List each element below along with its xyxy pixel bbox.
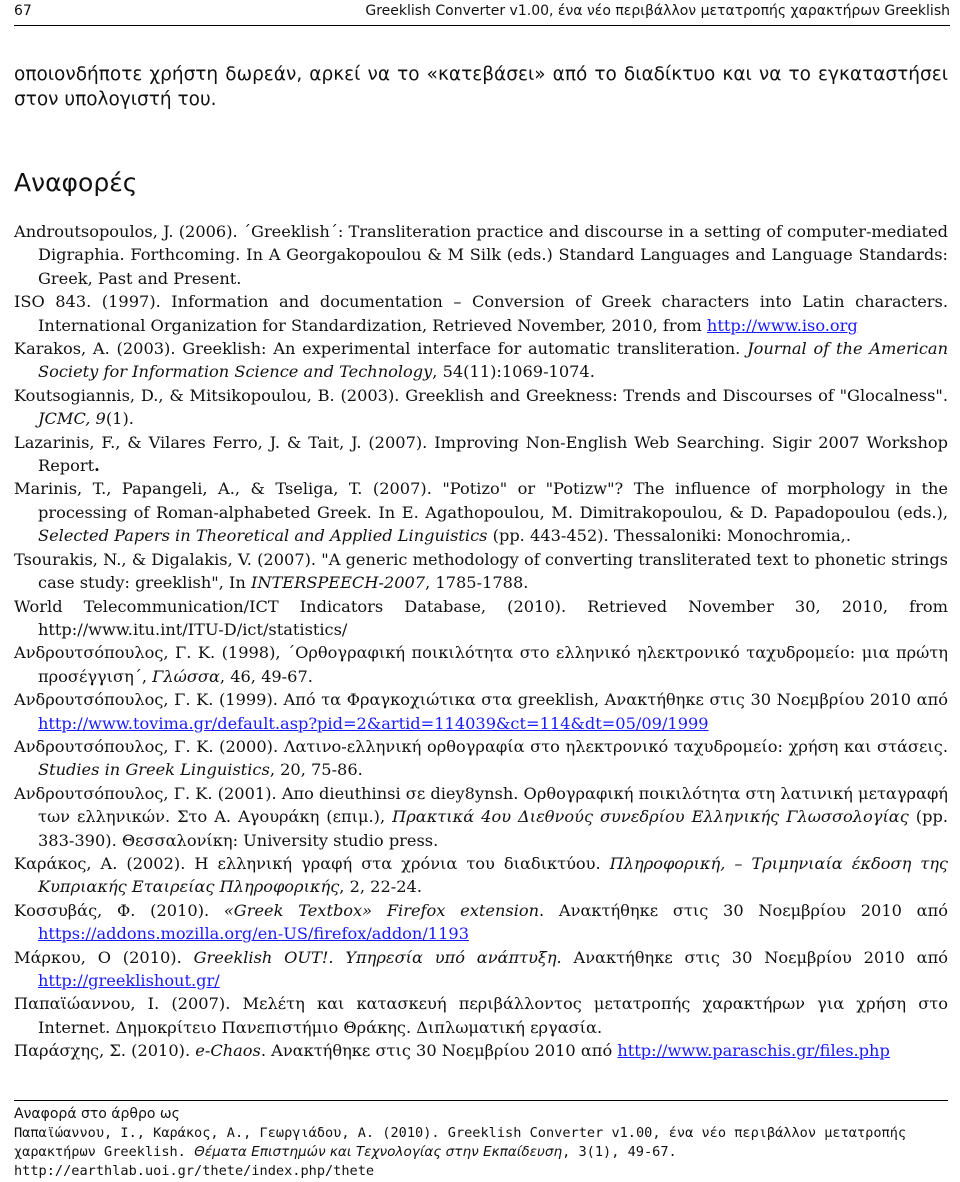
ref-text: Ανδρουτσόπουλος, Γ. Κ. (2001). Απο dieuthinsi σε diey8ynsh. Ορθογραφική ποικιλότητα στη λατινική μεταγραφή των ελληνικών. Στο Α. Αγουράκη (επιμ.), (14, 783, 948, 827)
citation-journal: Θέματα Επιστημών και Τεχνολογίας στην Εκπαίδευση (194, 1144, 563, 1160)
ref-text: Lazarinis, F., & Vilares Ferro, J. & Tait, J. (2007). Improving Non-English Web Searching. Sigir 2007 Workshop Report (14, 432, 948, 476)
ref-text: Ανδρουτσόπουλος, Γ. Κ. (2000). Λατινο-ελληνική ορθογραφία στο ηλεκτρονικό ταχυδρομείο: χρήση και στάσεις. (14, 736, 948, 756)
reference-item (14, 782, 948, 852)
reference-item (14, 290, 948, 337)
citation-line (14, 1143, 948, 1162)
citation-text: , 3(1), 49-67. (562, 1144, 677, 1160)
ref-text: Παπαϊώαννου, Ι. (2007). Μελέτη και κατασκευή περιβάλλοντος μετατροπής χαρακτήρων για χρήση στο Internet. Δημοκρίτειο Πανεπιστήμιο Θράκης. Διπλωματική εργασία. (14, 994, 948, 1037)
ref-link[interactable]: http://greeklishout.gr/ (38, 971, 220, 990)
ref-text: , 46, 49-67. (219, 666, 313, 686)
citation-url: http://earthlab.uoi.gr/thete/index.php/thete (14, 1163, 375, 1179)
reference-item (14, 337, 948, 384)
ref-journal: Journal of the American Society for Information Science and Technology (38, 339, 949, 382)
ref-text: Androutsopoulos, J. (2006). (14, 222, 243, 241)
citation-box (14, 1100, 948, 1180)
ref-journal: INTERSPEECH-2007 (250, 573, 426, 593)
ref-text: , 1785-1788. (425, 573, 529, 593)
section-heading-references: Αναφορές (14, 168, 138, 197)
ref-text: (pp. 383-390). Θεσσαλονίκη: University studio press. (38, 807, 948, 850)
ref-text: Κοσσυβάς, Φ. (2010). (14, 900, 224, 920)
reference-item (14, 899, 948, 946)
reference-item (14, 992, 948, 1039)
ref-text: Παράσχης, Σ. (2010). (14, 1041, 196, 1061)
reference-item (14, 477, 948, 547)
ref-journal: «Greek Textbox» Firefox extension (223, 900, 540, 920)
ref-text: ISO 843. (1997). Information and documentation – Conversion of Greek characters into Latin characters. International Organization for Standardization, Retrieved November, 2010, from (14, 292, 948, 335)
ref-text: . Ανακτήθηκε στις 30 Νοεμβρίου 2010 από (556, 947, 948, 967)
reference-item (14, 1039, 948, 1062)
ref-journal: Studies in Greek Linguistics (38, 760, 270, 780)
citation-rule (14, 1100, 948, 1101)
ref-text: Μάρκου, Ο (2010). (14, 947, 194, 967)
reference-item (14, 946, 948, 993)
ref-text: (pp. 443-452). Thessaloniki: Monochromia,. (487, 526, 851, 546)
ref-journal: Πληροφορική, – Τριμηνιαία έκδοση της Κυπριακής Εταιρείας Πληροφορικής (38, 853, 948, 897)
ref-link[interactable]: https://addons.mozilla.org/en-US/firefox/addon/1193 (38, 924, 470, 944)
ref-text: Ανδρουτσόπουλος, Γ. Κ. (1999). Από τα Φραγκοχιώτικα στα greeklish, Ανακτήθηκε στις 30 Νοεμβρίου 2010 από (14, 690, 948, 710)
ref-text: Καράκος, Α. (2002). Η ελληνική γραφή στα χρόνια του διαδικτύου. (14, 853, 610, 873)
header-rule (14, 25, 950, 26)
ref-journal: JCMC, 9 (38, 409, 106, 429)
ref-text: World Telecommunication/ICT Indicators Database, (2010). Retrieved November 30, 2010, from http://www.itu.int/ITU-D/ict/statistics/ (14, 596, 948, 639)
reference-item (14, 431, 948, 478)
ref-text: , 20, 75-86. (269, 760, 363, 780)
ref-text: Ανδρουτσόπουλος, Γ. Κ. (1998), ΄Ορθογραφική ποικιλότητα στο ελληνικό ηλεκτρονικό ταχυδρομείο: μια πρώτη προσέγγιση΄, (14, 643, 948, 686)
ref-link[interactable]: http://www.paraschis.gr/files.php (617, 1041, 890, 1061)
ref-link[interactable]: http://www.tovima.gr/default.asp?pid=2&artid=114039&ct=114&dt=05/09/1999 (38, 713, 709, 733)
reference-item (14, 735, 948, 782)
ref-text: , 2, 22-24. (339, 877, 422, 897)
citation-text: χαρακτήρων Greeklish. (14, 1144, 195, 1160)
running-title: Greeklish Converter v1.00, ένα νέο περιβάλλον μετατροπής χαρακτήρων Greeklish (365, 3, 950, 19)
ref-journal: Γλώσσα (152, 666, 220, 686)
ref-text: . (94, 456, 100, 476)
ref-text: Koutsogiannis, D., & Mitsikopoulou, B. (2003). Greeklish and Greekness: Trends and Discourses of "Glocalness". (14, 385, 948, 405)
page-number: 67 (14, 3, 32, 19)
reference-item (14, 641, 948, 688)
ref-journal: Greeklish OUT!. Υπηρεσία υπό ανάπτυξη (193, 947, 557, 967)
ref-text: . Ανακτήθηκε στις 30 Νοεμβρίου 2010 από (260, 1041, 618, 1061)
reference-item (14, 852, 948, 899)
reference-item (14, 595, 948, 642)
reference-item (14, 220, 948, 290)
reference-item (14, 688, 948, 735)
reference-item (14, 384, 948, 431)
ref-text: Marinis, T., Papangeli, A., & Tseliga, T. (2007). "Potizo" or "Potizw"? The influence of morphology in the processing of Roman-alphabeted Greek. In E. Agathopoulou, M. Dimitrakopoulou, & D. Papadopoulou (eds.), (14, 479, 948, 522)
ref-text: ΄Greeklish΄: Transliteration practice and discourse in a setting of computer-mediated Digraphia. Forthcoming. In A Georgakopoulou & M Silk (eds.) Standard Languages and Language Standards: Greek, Past and Present. (38, 222, 948, 288)
reference-list (14, 220, 948, 1063)
ref-text: Karakos, A. (2003). Greeklish: An experimental interface for automatic transliteration. (14, 339, 748, 359)
citation-line: Παπαϊώαννου, Ι., Καράκος, Α., Γεωργιάδου, Α. (2010). Greeklish Converter v1.00, ένα νέο περιβάλλον μετατροπής (14, 1125, 907, 1141)
ref-text: Tsourakis, N., & Digalakis, V. (2007). "A generic methodology of converting transliterated text to phonetic strings case study: greeklish", In (14, 549, 948, 593)
ref-text: . Ανακτήθηκε στις 30 Νοεμβρίου 2010 από (539, 900, 948, 920)
ref-journal: e-Chaos (195, 1041, 261, 1061)
reference-item (14, 548, 948, 595)
ref-journal: Πρακτικά 4ου Διεθνούς συνεδρίου Ελληνικής Γλωσσολογίας (392, 807, 909, 827)
intro-paragraph: οποιονδήποτε χρήστη δωρεάν, αρκεί να το «κατεβάσει» από το διαδίκτυο και να το εγκαταστήσει στον υπολογιστή του. (14, 64, 948, 110)
running-header (14, 0, 950, 28)
ref-text: (1). (105, 409, 134, 429)
ref-link[interactable]: http://www.iso.org (706, 315, 858, 335)
citation-title: Αναφορά στο άρθρο ως (14, 1106, 180, 1122)
ref-text: , 54(11):1069-1074. (432, 362, 595, 382)
ref-journal: Selected Papers in Theoretical and Applied Linguistics (38, 526, 488, 546)
